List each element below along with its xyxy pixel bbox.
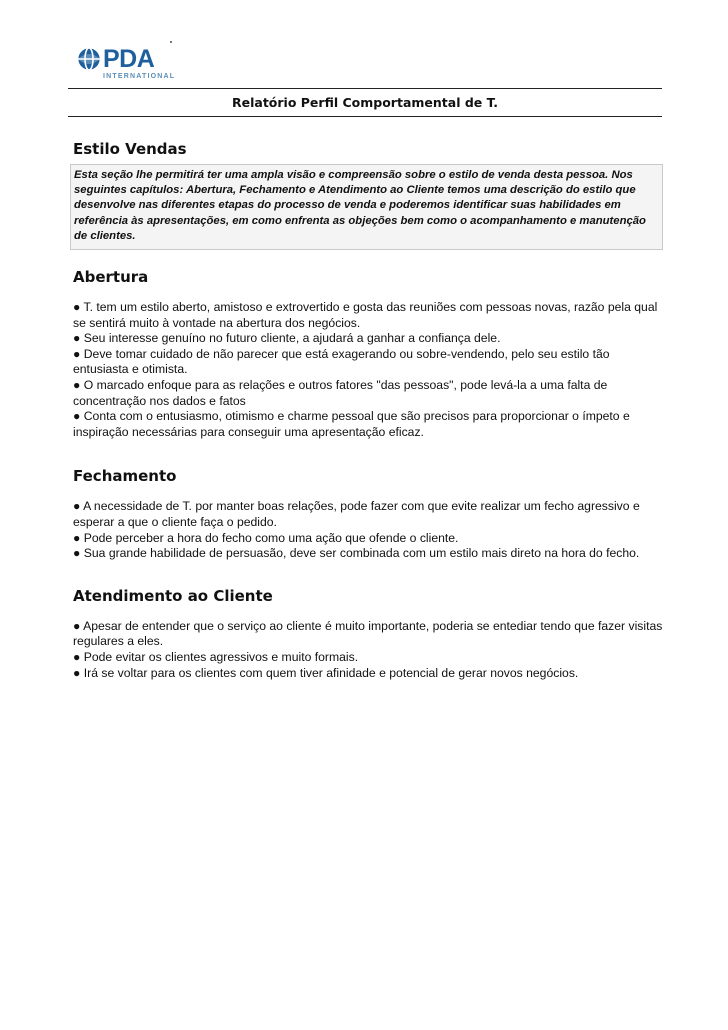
section-abertura — [73, 268, 663, 440]
list-item: ● Conta com o entusiasmo, otimismo e charme pessoal que são precisos para proporcionar o ímpeto e inspiração necessárias para conseguir uma apresentação eficaz. — [73, 409, 630, 439]
section-estilo-vendas — [73, 140, 663, 250]
pda-logo — [76, 44, 176, 84]
logo-text: PDA — [103, 45, 155, 73]
list-item: ● Pode perceber a hora do fecho como uma ação que ofende o cliente. — [73, 530, 459, 545]
logo-subtext: INTERNATIONAL — [103, 73, 176, 80]
report-title: Relatório Perfil Comportamental de T. — [232, 95, 498, 110]
header-rule-bottom — [68, 116, 662, 117]
globe-icon — [76, 44, 102, 74]
section-title: Estilo Vendas — [73, 140, 187, 158]
section-title: Atendimento ao Cliente — [73, 586, 273, 605]
list-item: ● Apesar de entender que o serviço ao cliente é muito importante, poderia se entediar tendo que fazer visitas regulares a eles. — [73, 618, 663, 649]
header-rule-top — [68, 88, 662, 89]
list-item: ● Deve tomar cuidado de não parecer que está exagerando ou sobre-vendendo, pelo seu estilo tão entusiasta e otimista. — [73, 346, 610, 377]
list-item: ● Seu interesse genuíno no futuro cliente, a ajudará a ganhar a confiança dele. — [73, 331, 501, 346]
section-title: Fechamento — [73, 467, 177, 486]
section-title: Abertura — [73, 268, 149, 287]
list-item: ● Sua grande habilidade de persuasão, deve ser combinada com um estilo mais direto na hora do fecho. — [73, 546, 640, 561]
list-item: ● Irá se voltar para os clientes com quem tiver afinidade e potencial de gerar novos negócios. — [73, 665, 579, 680]
document-body — [73, 140, 663, 681]
list-item: ● O marcado enfoque para as relações e outros fatores "das pessoas", pode levá-la a uma falta de concentração nos dados e fatos — [73, 377, 608, 408]
list-item: ● T. tem um estilo aberto, amistoso e extrovertido e gosta das reuniões com pessoas novas, razão pela qual se sentirá muito à vontade na abertura dos negócios. — [73, 300, 658, 330]
decorative-dot — [170, 41, 172, 43]
list-item: ● A necessidade de T. por manter boas relações, pode fazer com que evite realizar um fecho agressivo e esperar a que o cliente faça o pedido. — [73, 499, 640, 529]
list-item: ● Pode evitar os clientes agressivos e muito formais. — [73, 649, 359, 664]
section-fechamento — [73, 467, 663, 561]
intro-box: Esta seção lhe permitirá ter uma ampla visão e compreensão sobre o estilo de venda desta pessoa. Nos seguintes capítulos: Abertura, Fechamento e Atendimento ao Cliente temos uma descrição do estilo que desenvolve nas diferentes etapas do processo de venda e poderemos identificar suas habilidades em referência às apresentações, em como enfrenta as objeções bem como o acompanhamento e manutenção de clientes. — [70, 164, 663, 250]
section-atendimento — [73, 587, 663, 681]
